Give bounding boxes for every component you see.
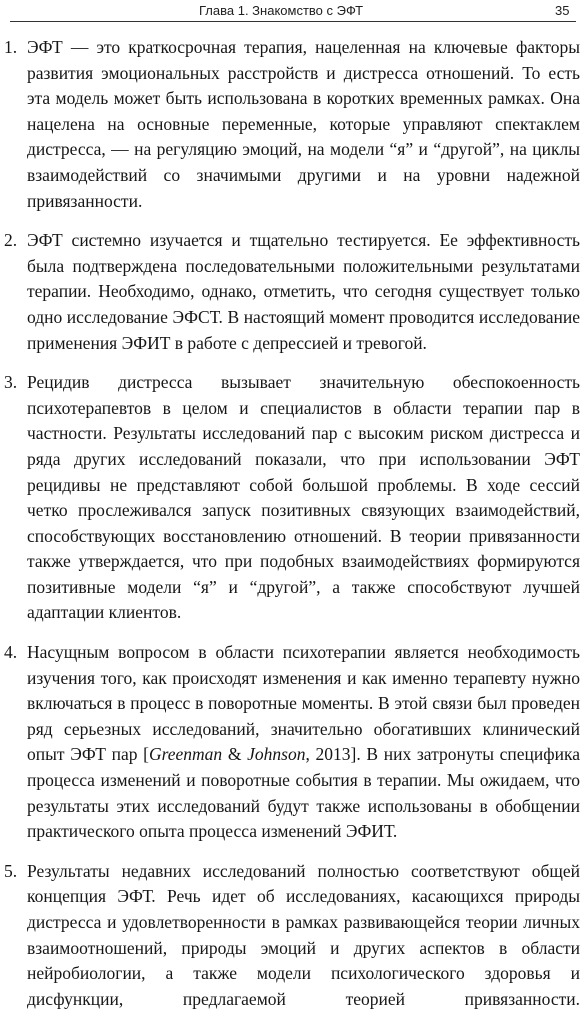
list-item-5	[0, 859, 585, 1013]
item-number: 5.	[4, 860, 18, 881]
item-text: ЭФТ системно изучается и тщательно тестируется. Ее эффективность была подтверждена последовательными положительными результатами терапии. Необходимо, однако, отметить, что сегодня существует только одно исследование ЭФСТ. В настоящий момент проводится исследование применения ЭФИТ в работе с депрессией и тревогой.	[27, 230, 580, 353]
item-number: 1.	[4, 37, 18, 57]
item-text: Рецидив дистресса вызывает значительную обеспокоенность психотерапевтов в целом и специалистов в области терапии пар в частности. Результаты исследований пар с высоким риском дистресса и ряда других исследований показали, что при использовании ЭФТ рецидивы не представляют собой большой проблемы. В ходе сессий четко прослеживался запуск позитивных связующих взаимодействий, способствующих восстановлению отношений. В теории привязанности также утверждается, что при подобных взаимодействиях формируются позитивные модели “я” и “другой”, а также способствуют лучшей адаптации клиентов.	[27, 372, 580, 623]
item-number: 3.	[4, 372, 18, 393]
citation-author-1: Greenman	[148, 744, 223, 765]
citation-year: , 2013].	[305, 744, 361, 765]
citation-author-2: Johnson	[247, 744, 306, 765]
item-text: ЭФТ — это краткосрочная терапия, нацеленная на ключевые факторы развития эмоциональных расстройств и дистресса отношений. То есть эта модель может быть использована в коротких временных рамках. Она нацелена на основные переменные, которые управляют спектаклем дистресса, — на регуляцию эмоций, на модели “я” и “другой”, на циклы взаимодействий со значимыми другими и на уровни надежной привязанности.	[27, 37, 580, 211]
item-text	[27, 640, 580, 845]
citation-ampersand: &	[222, 744, 248, 765]
header-rule	[10, 21, 576, 22]
running-header	[0, 0, 585, 22]
text-after-citation: В них затронуты специфика процесса изменений и поворотные события в терапии. Мы ожидаем, что результаты этих исследований будут также использованы в обобщении практического опыта процесса изменений ЭФИТ.	[27, 744, 580, 842]
item-text: Результаты недавних исследований полностью соответствуют общей концепция ЭФТ. Речь идет об исследованиях, касающихся природы дистресса и удовлетворенности в рамках развивающейся теории личных взаимоотношений, природы эмоций и других аспектов в области нейробиологии, а также модели психологического здоровья и дисфункции, предлагаемой теорией привязанности.	[27, 860, 580, 1009]
item-number: 2.	[4, 230, 18, 251]
list-item-1	[0, 35, 585, 214]
running-title: Глава 1. Знакомство с ЭФТ	[199, 3, 364, 18]
page-number: 35	[555, 3, 570, 18]
list-item-3	[0, 370, 585, 626]
list-item-4	[0, 640, 585, 845]
list-item-2	[0, 228, 585, 356]
text-before-citation: Насущным вопросом в области психотерапии является необходимость изучения того, как происходят изменения и как именно терапевту нужно включаться в процесс в поворотные моменты. В этой связи был проведен ряд серьезных исследований, значительно обогативших клинический опыт ЭФТ пар [	[27, 642, 580, 765]
numbered-list	[0, 35, 585, 1026]
item-number: 4.	[4, 642, 18, 663]
